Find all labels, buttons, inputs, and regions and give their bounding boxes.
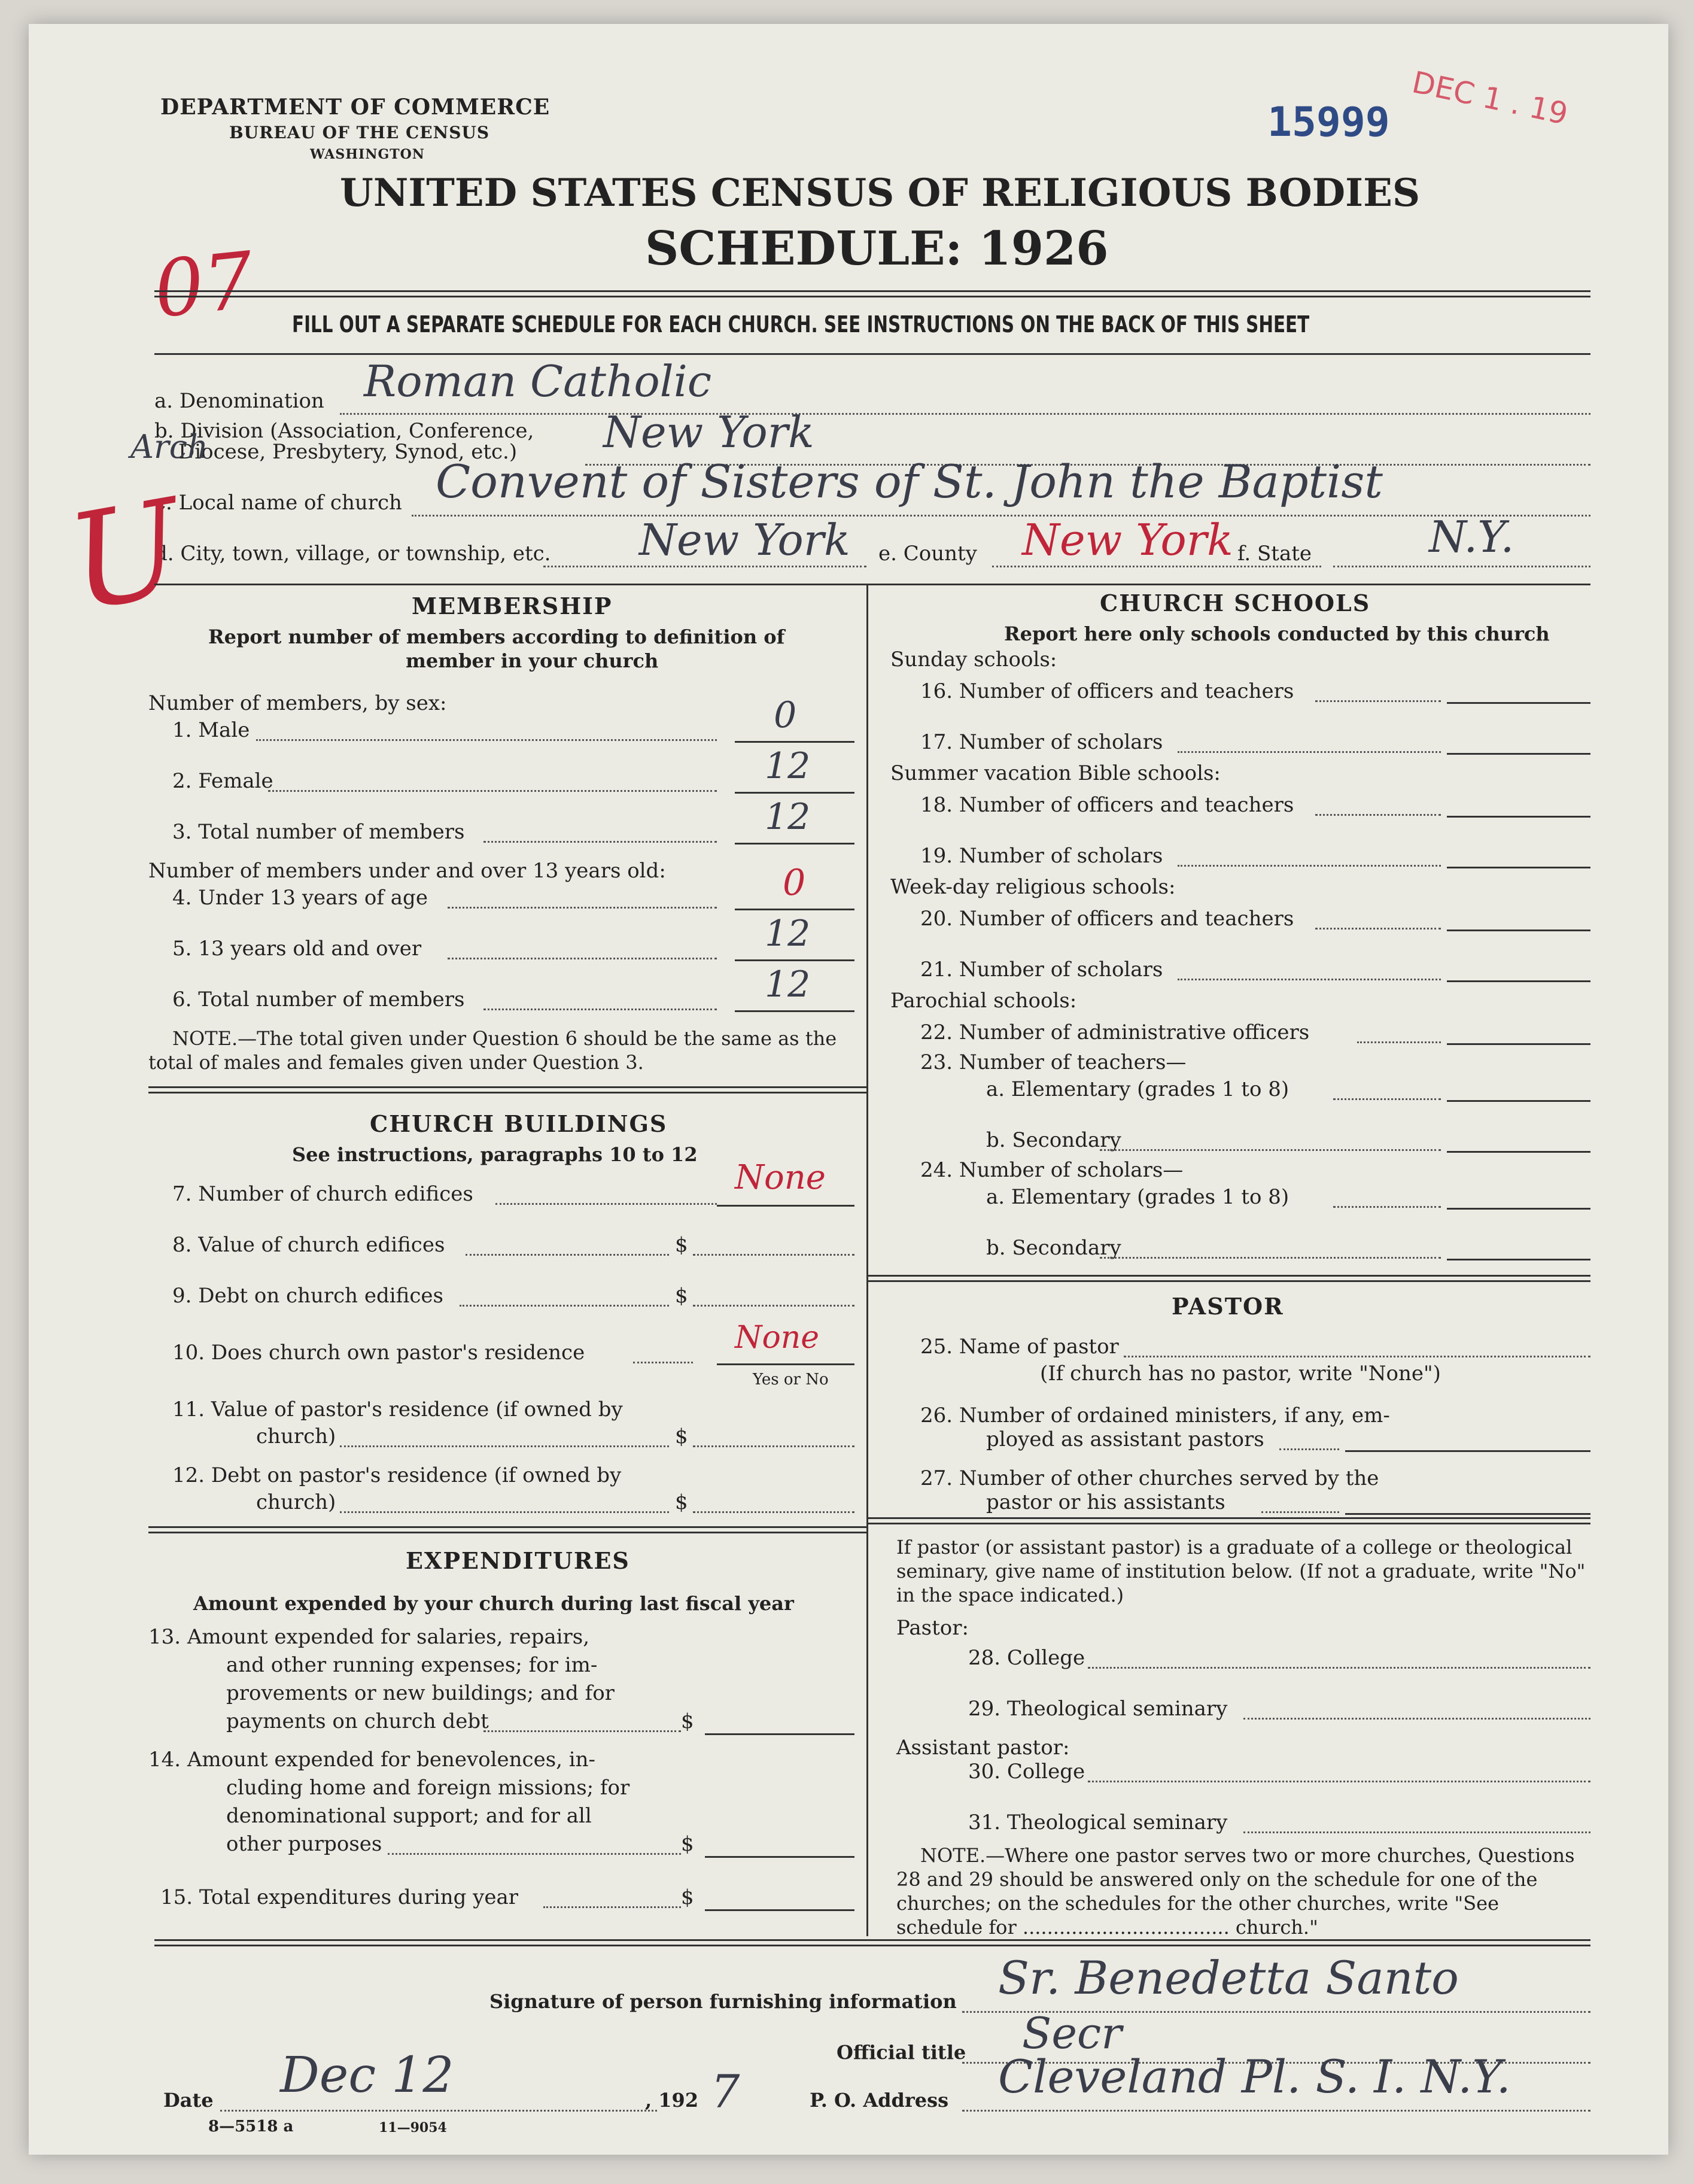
division-prefix: Arch bbox=[130, 428, 208, 466]
buildings-title: CHURCH BUILDINGS bbox=[370, 1110, 668, 1137]
q2-label: 2. Female bbox=[172, 769, 273, 793]
q10-value: None bbox=[735, 1320, 820, 1356]
q4-label: 4. Under 13 years of age bbox=[172, 886, 428, 910]
q24a-label: a. Elementary (grades 1 to 8) bbox=[986, 1185, 1289, 1209]
signature-label: Signature of person furnishing information bbox=[489, 1990, 957, 2013]
city-value: New York bbox=[639, 515, 850, 565]
schedule-title: SCHEDULE: 1926 bbox=[645, 221, 1109, 276]
q9-dollar: $ bbox=[675, 1284, 688, 1308]
q23-label: 23. Number of teachers— bbox=[920, 1050, 1187, 1074]
q11-dollar: $ bbox=[675, 1424, 688, 1448]
signature-value: Sr. Benedetta Santo bbox=[998, 1951, 1459, 2004]
department-name: DEPARTMENT OF COMMERCE bbox=[160, 95, 551, 120]
q6-value: 12 bbox=[765, 964, 811, 1006]
q31-label: 31. Theological seminary bbox=[968, 1811, 1228, 1834]
weekday-label: Week-day religious schools: bbox=[890, 875, 1176, 899]
q3-value: 12 bbox=[765, 796, 811, 838]
schools-title: CHURCH SCHOOLS bbox=[1100, 590, 1371, 616]
instruction-banner: FILL OUT A SEPARATE SCHEDULE FOR EACH CHURCH. SEE INSTRUCTIONS ON THE BACK OF THIS SHEET bbox=[292, 311, 1310, 338]
q7-value: None bbox=[735, 1158, 826, 1197]
margin-mark: U bbox=[58, 470, 194, 641]
q5-value: 12 bbox=[765, 913, 811, 955]
q14-label-3: denominational support; and for all bbox=[226, 1804, 592, 1828]
sunday-label: Sunday schools: bbox=[890, 648, 1057, 672]
q8-label: 8. Value of church edifices bbox=[172, 1233, 445, 1257]
date-value: Dec 12 bbox=[280, 2047, 454, 2104]
q14-label-2: cluding home and foreign missions; for bbox=[226, 1776, 630, 1800]
q14-dollar: $ bbox=[681, 1832, 694, 1856]
parochial-label: Parochial schools: bbox=[890, 989, 1077, 1013]
graduate-note: If pastor (or assistant pastor) is a graduate of a college or theological seminary, give name of institution below. (If not a graduate, write "No" in the space indicated.) bbox=[896, 1536, 1586, 1606]
date-label: Date bbox=[163, 2089, 214, 2112]
q11-label-2: church) bbox=[256, 1424, 336, 1448]
q9-label: 9. Debt on church edifices bbox=[172, 1284, 443, 1308]
bureau-name: BUREAU OF THE CENSUS bbox=[229, 123, 490, 142]
q15-dollar: $ bbox=[681, 1885, 694, 1909]
schools-sub: Report here only schools conducted by this church bbox=[1004, 622, 1550, 645]
q13-label-3: provements or new buildings; and for bbox=[226, 1681, 615, 1705]
year-value: 7 bbox=[711, 2065, 740, 2118]
q24b-label: b. Secondary bbox=[986, 1236, 1121, 1260]
q13-label-4: payments on church debt bbox=[226, 1709, 489, 1733]
denomination-value: Roman Catholic bbox=[364, 356, 712, 406]
denomination-label: a. Denomination bbox=[154, 389, 324, 413]
division-label-1: b. Division (Association, Conference, bbox=[154, 419, 534, 443]
q24-label: 24. Number of scholars— bbox=[920, 1158, 1184, 1182]
city-label: d. City, town, village, or township, etc. bbox=[154, 542, 551, 566]
q25-note: (If church has no pastor, write "None") bbox=[1040, 1362, 1441, 1386]
q2-value: 12 bbox=[765, 745, 811, 787]
assistant-pastor-label: Assistant pastor: bbox=[896, 1736, 1070, 1760]
q17-label: 17. Number of scholars bbox=[920, 730, 1163, 754]
q14-label-1: 14. Amount expended for benevolences, in- bbox=[148, 1748, 596, 1772]
q3-label: 3. Total number of members bbox=[172, 820, 465, 844]
official-title-value: Secr bbox=[1022, 2008, 1122, 2058]
division-value: New York bbox=[603, 407, 814, 457]
q19-label: 19. Number of scholars bbox=[920, 844, 1163, 868]
expenditures-sub: Amount expended by your church during last fiscal year bbox=[193, 1592, 794, 1615]
q25-label: 25. Name of pastor bbox=[920, 1335, 1119, 1359]
form-title: UNITED STATES CENSUS OF RELIGIOUS BODIES bbox=[340, 171, 1421, 215]
by-sex-label: Number of members, by sex: bbox=[148, 691, 447, 715]
date-stamp: DEC 1 . 19 bbox=[1409, 65, 1571, 132]
q6-label: 6. Total number of members bbox=[172, 988, 465, 1011]
q20-label: 20. Number of officers and teachers bbox=[920, 907, 1294, 931]
q23a-label: a. Elementary (grades 1 to 8) bbox=[986, 1077, 1289, 1101]
buildings-sub: See instructions, paragraphs 10 to 12 bbox=[292, 1143, 698, 1166]
q1-value: 0 bbox=[774, 694, 797, 736]
q12-dollar: $ bbox=[675, 1490, 688, 1514]
q13-label-2: and other running expenses; for im- bbox=[226, 1653, 598, 1677]
schedule-number: 15999 bbox=[1267, 99, 1390, 146]
membership-sub-1: Report number of members according to definition of bbox=[208, 625, 785, 648]
membership-sub-2: member in your church bbox=[406, 649, 659, 672]
q30-label: 30. College bbox=[968, 1760, 1085, 1784]
q29-label: 29. Theological seminary bbox=[968, 1697, 1228, 1721]
q26-label-1: 26. Number of ordained ministers, if any, em- bbox=[920, 1404, 1390, 1427]
state-label: f. State bbox=[1237, 542, 1312, 566]
q21-label: 21. Number of scholars bbox=[920, 958, 1163, 982]
q13-label-1: 13. Amount expended for salaries, repairs, bbox=[148, 1625, 590, 1649]
q23b-label: b. Secondary bbox=[986, 1128, 1121, 1152]
expenditures-title: EXPENDITURES bbox=[406, 1547, 630, 1574]
banner-rule bbox=[154, 353, 1590, 355]
bureau-city: WASHINGTON bbox=[310, 147, 425, 162]
q12-label-2: church) bbox=[256, 1490, 336, 1514]
county-value: New York bbox=[1022, 515, 1233, 565]
church-name-label: c. Local name of church bbox=[154, 491, 402, 515]
summer-label: Summer vacation Bible schools: bbox=[890, 761, 1221, 785]
state-value: N.Y. bbox=[1429, 512, 1514, 562]
q27-label-2: pastor or his assistants bbox=[986, 1490, 1225, 1514]
q15-label: 15. Total expenditures during year bbox=[160, 1885, 519, 1909]
q16-label: 16. Number of officers and teachers bbox=[920, 679, 1294, 703]
q27-label-1: 27. Number of other churches served by the bbox=[920, 1466, 1379, 1490]
pastor-title: PASTOR bbox=[1172, 1293, 1284, 1320]
po-address-label: P. O. Address bbox=[810, 2089, 949, 2112]
q5-label: 5. 13 years old and over bbox=[172, 937, 422, 961]
pastor-note: NOTE.—Where one pastor serves two or more churches, Questions 28 and 29 should be answered only on the schedule for one of the churches; on the schedules for the other churches, write "See schedule for .................................. church." bbox=[896, 1844, 1575, 1939]
q10-label: 10. Does church own pastor's residence bbox=[172, 1341, 585, 1365]
official-title-label: Official title bbox=[837, 2041, 966, 2064]
q12-label-1: 12. Debt on pastor's residence (if owned by bbox=[172, 1463, 622, 1487]
q14-label-4: other purposes bbox=[226, 1832, 382, 1856]
q28-label: 28. College bbox=[968, 1646, 1085, 1670]
membership-note: NOTE.—The total given under Question 6 should be the same as the total of males and females given under Question 3. bbox=[148, 1027, 837, 1074]
church-name-value: Convent of Sisters of St. John the Baptist bbox=[436, 455, 1383, 508]
census-form bbox=[29, 24, 1668, 2155]
column-divider bbox=[866, 584, 868, 1936]
county-label: e. County bbox=[878, 542, 977, 566]
q8-dollar: $ bbox=[675, 1233, 688, 1257]
age-label: Number of members under and over 13 years old: bbox=[148, 859, 666, 883]
membership-title: MEMBERSHIP bbox=[412, 593, 613, 619]
q22-label: 22. Number of administrative officers bbox=[920, 1020, 1310, 1044]
print-number: 11—9054 bbox=[379, 2120, 447, 2136]
q4-value: 0 bbox=[783, 862, 806, 904]
q13-dollar: $ bbox=[681, 1709, 694, 1733]
q18-label: 18. Number of officers and teachers bbox=[920, 793, 1294, 817]
pastor-label: Pastor: bbox=[896, 1616, 969, 1640]
year-prefix: , 192 bbox=[645, 2089, 699, 2112]
po-address-value: Cleveland Pl. S. I. N.Y. bbox=[998, 2050, 1511, 2103]
yes-no-hint: Yes or No bbox=[753, 1371, 829, 1389]
division-label-2: Diocese, Presbytery, Synod, etc.) bbox=[178, 440, 518, 464]
q7-label: 7. Number of church edifices bbox=[172, 1182, 473, 1206]
code-mark: 07 bbox=[150, 234, 258, 336]
form-number: 8—5518 a bbox=[208, 2118, 294, 2136]
q1-label: 1. Male bbox=[172, 718, 250, 742]
q11-label-1: 11. Value of pastor's residence (if owned by bbox=[172, 1398, 623, 1421]
header-rule bbox=[154, 290, 1590, 297]
q26-label-2: ployed as assistant pastors bbox=[986, 1427, 1264, 1451]
